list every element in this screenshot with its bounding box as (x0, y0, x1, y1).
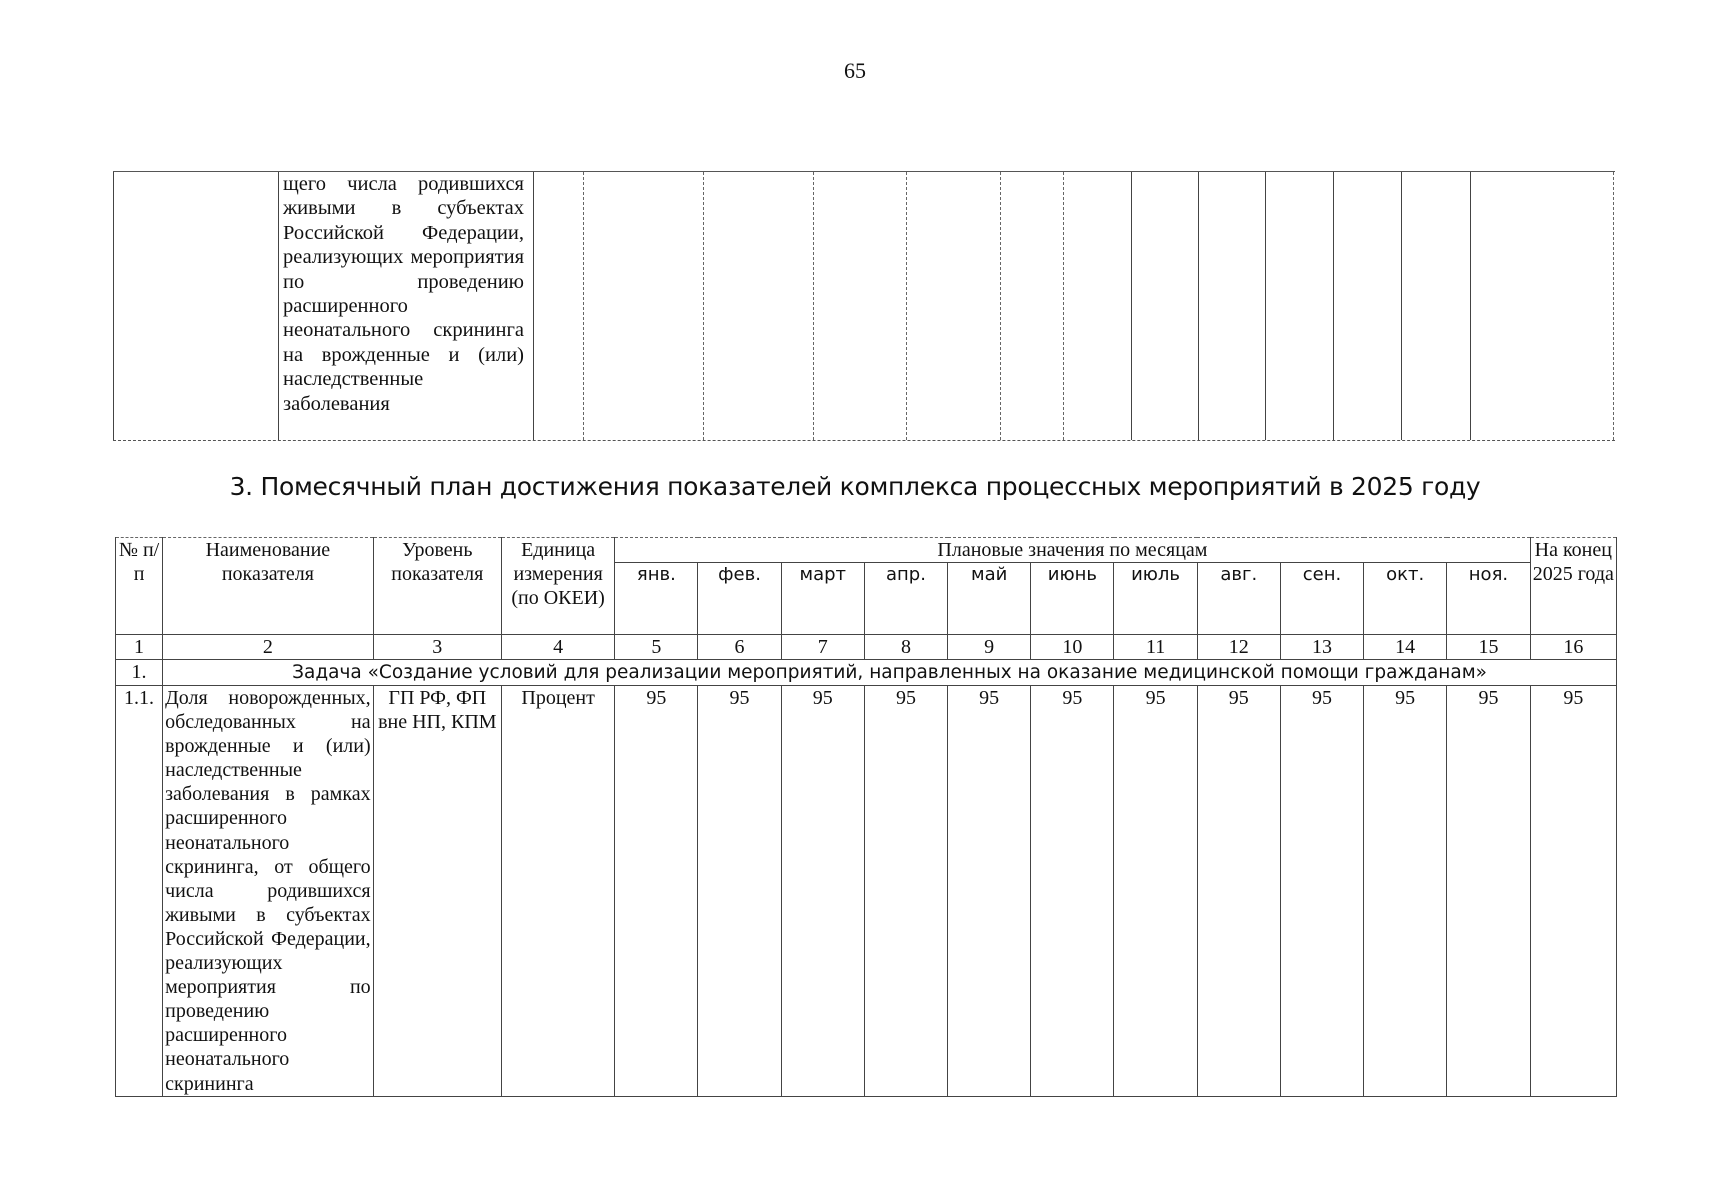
header-month: март (781, 563, 864, 635)
header-month: янв. (615, 563, 698, 635)
task-num: 1. (116, 660, 163, 686)
column-divider (1333, 172, 1334, 440)
month-value: 95 (1280, 686, 1363, 1097)
task-row (163, 660, 1617, 686)
indicator-unit: Процент (501, 686, 614, 1097)
page-number: 65 (844, 58, 866, 83)
column-divider (1000, 172, 1001, 440)
column-divider (813, 172, 814, 440)
month-value: 95 (1364, 686, 1447, 1097)
indicator-level: ГП РФ, ФП вне НП, КПМ (373, 686, 501, 1097)
column-number: 16 (1530, 635, 1616, 660)
header-month: сен. (1280, 563, 1363, 635)
month-value: 95 (948, 686, 1031, 1097)
column-divider (1613, 172, 1614, 440)
column-number: 11 (1114, 635, 1197, 660)
month-value: 95 (615, 686, 698, 1097)
column-divider (278, 172, 279, 440)
header-name: Наименование показателя (163, 538, 374, 635)
column-divider (1198, 172, 1199, 440)
end-year-value: 95 (1530, 686, 1616, 1097)
month-value: 95 (1197, 686, 1280, 1097)
header-level: Уровень показателя (373, 538, 501, 635)
continuation-table (113, 171, 1615, 441)
column-number: 13 (1280, 635, 1363, 660)
column-divider (1401, 172, 1402, 440)
column-divider (533, 172, 534, 440)
month-value: 95 (864, 686, 947, 1097)
month-value: 95 (781, 686, 864, 1097)
monthly-plan-table (115, 537, 1617, 1097)
indicator-name: Доля новорожденных, обследованных на врожденные и (или) наследственные заболевания в рамках расширенного неонатального скрининга, от общего числа родившихся живыми в субъектах Российской Федерации, реализующих мероприятия по проведению расширенного неонатального скрининга (163, 686, 374, 1097)
column-divider (1131, 172, 1132, 440)
month-value: 95 (1031, 686, 1114, 1097)
header-month: апр. (864, 563, 947, 635)
column-number: 2 (163, 635, 374, 660)
section-title: 3. Помесячный план достижения показателей комплекса процессных мероприятий в 2025 году (229, 472, 1481, 501)
column-number: 14 (1364, 635, 1447, 660)
column-number: 7 (781, 635, 864, 660)
column-number: 12 (1197, 635, 1280, 660)
header-month: июнь (1031, 563, 1114, 635)
month-value: 95 (1447, 686, 1530, 1097)
header-month: авг. (1197, 563, 1280, 635)
header-month: июль (1114, 563, 1197, 635)
column-number: 6 (698, 635, 781, 660)
column-divider (1265, 172, 1266, 440)
column-divider (1470, 172, 1471, 440)
header-num: № п/п (116, 538, 163, 635)
column-number: 8 (864, 635, 947, 660)
column-divider (1063, 172, 1064, 440)
month-value: 95 (698, 686, 781, 1097)
column-number: 5 (615, 635, 698, 660)
continuation-indicator-name: щего числа родившихся живыми в субъектах Российской Федерации, реализующих мероприятия по проведению расширенного неонатального скрининга на врожденные и (или) наследственные заболевания (283, 173, 524, 415)
column-number: 1 (116, 635, 163, 660)
task-title: Задача «Создание условий для реализации мероприятий, направленных на оказание медицинской помощи гражданам» (292, 662, 1487, 683)
column-divider (113, 172, 114, 440)
column-number: 10 (1031, 635, 1114, 660)
header-month: фев. (698, 563, 781, 635)
column-number: 15 (1447, 635, 1530, 660)
column-divider (703, 172, 704, 440)
header-month: май (948, 563, 1031, 635)
header-month: окт. (1364, 563, 1447, 635)
header-plan: Плановые значения по месяцам (615, 538, 1530, 563)
month-value: 95 (1114, 686, 1197, 1097)
column-divider (906, 172, 907, 440)
row-num: 1.1. (116, 686, 163, 1097)
header-unit: Единица измерения (по ОКЕИ) (501, 538, 614, 635)
column-number: 9 (948, 635, 1031, 660)
column-number: 4 (501, 635, 614, 660)
header-month: ноя. (1447, 563, 1530, 635)
column-number: 3 (373, 635, 501, 660)
header-end: На конец 2025 года (1530, 538, 1616, 635)
column-divider (583, 172, 584, 440)
